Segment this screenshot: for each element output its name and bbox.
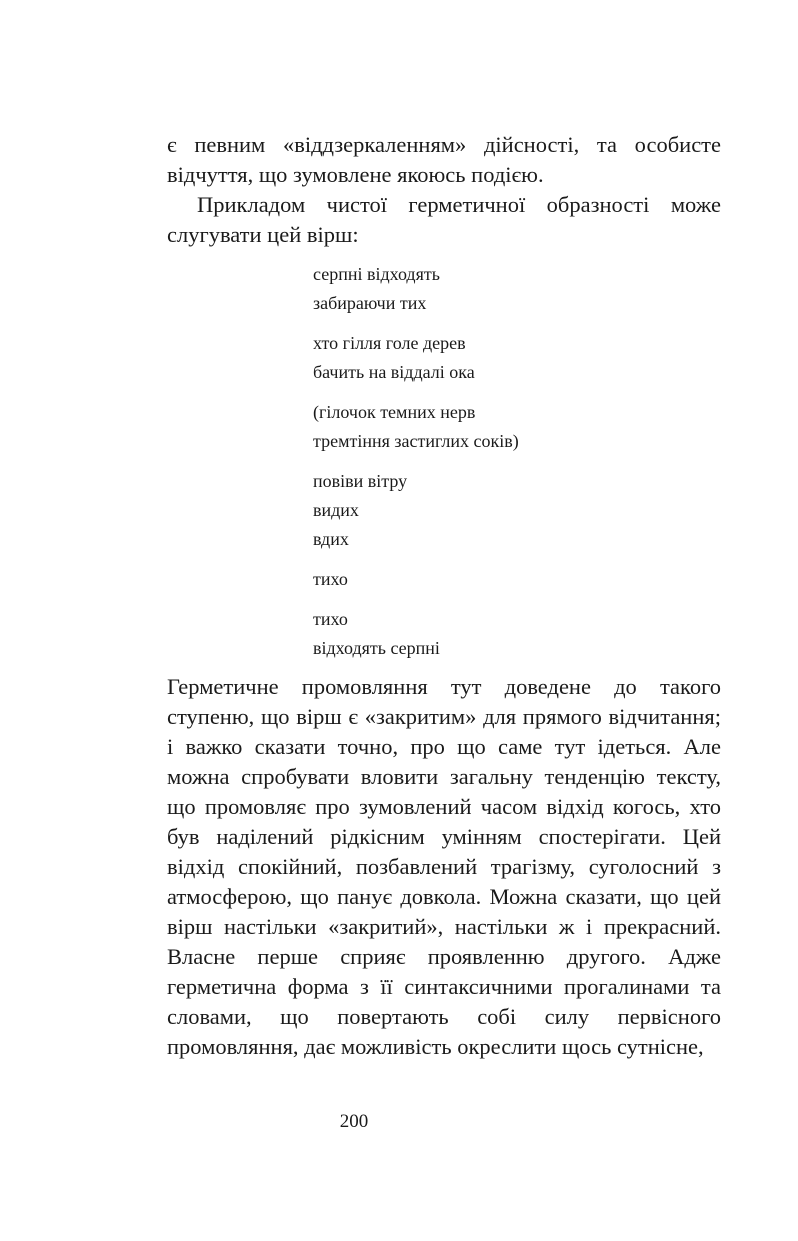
poem-stanza-1: [313, 260, 713, 318]
poem-stanza-6: [313, 605, 713, 663]
poem-stanza-4: [313, 467, 713, 554]
poem-line: тихо: [313, 609, 348, 629]
page-number: 200: [339, 1111, 369, 1132]
poem-line: тихо: [313, 569, 348, 589]
paragraph-analysis: Герметичне промовляння тут доведене до такого ступеню, що вірш є «закритим» для прямого відчитання; і важко сказати точно, про що саме тут ідеться. Але можна спробувати вловити загальну тенденцію тексту, що промовляє про зумовлений часом відхід когось, хто був наділений рідкісним умінням спостерігати. Цей відхід спокійний, позбавлений трагізму, суголосний з атмосферою, що панує довкола. Можна сказати, що цей вірш настільки «закритий», настільки ж і прекрасний. Власне перше сприяє проявленню другого. Адже герметична форма з її синтаксичними прогалинами та словами, що повертають собі силу первісного промовляння, дає можливість окреслити щось сутнісне,: [167, 674, 721, 1059]
poem-line: повіви вітру: [313, 471, 408, 491]
paragraph-poem-intro: Прикладом чистої герметичної образності може слугувати цей вірш:: [167, 192, 721, 247]
poem-line: хто гілля голе дерев: [313, 333, 466, 353]
poem-line: видих: [313, 500, 359, 520]
poem-line: забираючи тих: [313, 293, 427, 313]
top-text-block: [167, 130, 721, 250]
poem: [313, 260, 713, 674]
poem-line: бачить на віддалі ока: [313, 362, 475, 382]
poem-stanza-5: [313, 565, 713, 594]
poem-line: (гілочок темних нерв: [313, 402, 476, 422]
poem-stanza-2: [313, 329, 713, 387]
bottom-text-block: [167, 672, 721, 1062]
paragraph-continuation: є певним «віддзеркаленням» дійсності, та особисте відчуття, що зумовлене якоюсь подією.: [167, 132, 721, 187]
poem-line: відходять серпні: [313, 638, 440, 658]
poem-line: серпні відходять: [313, 264, 440, 284]
poem-line: тремтіння застиглих соків): [313, 431, 519, 451]
poem-line: вдих: [313, 529, 349, 549]
poem-stanza-3: [313, 398, 713, 456]
